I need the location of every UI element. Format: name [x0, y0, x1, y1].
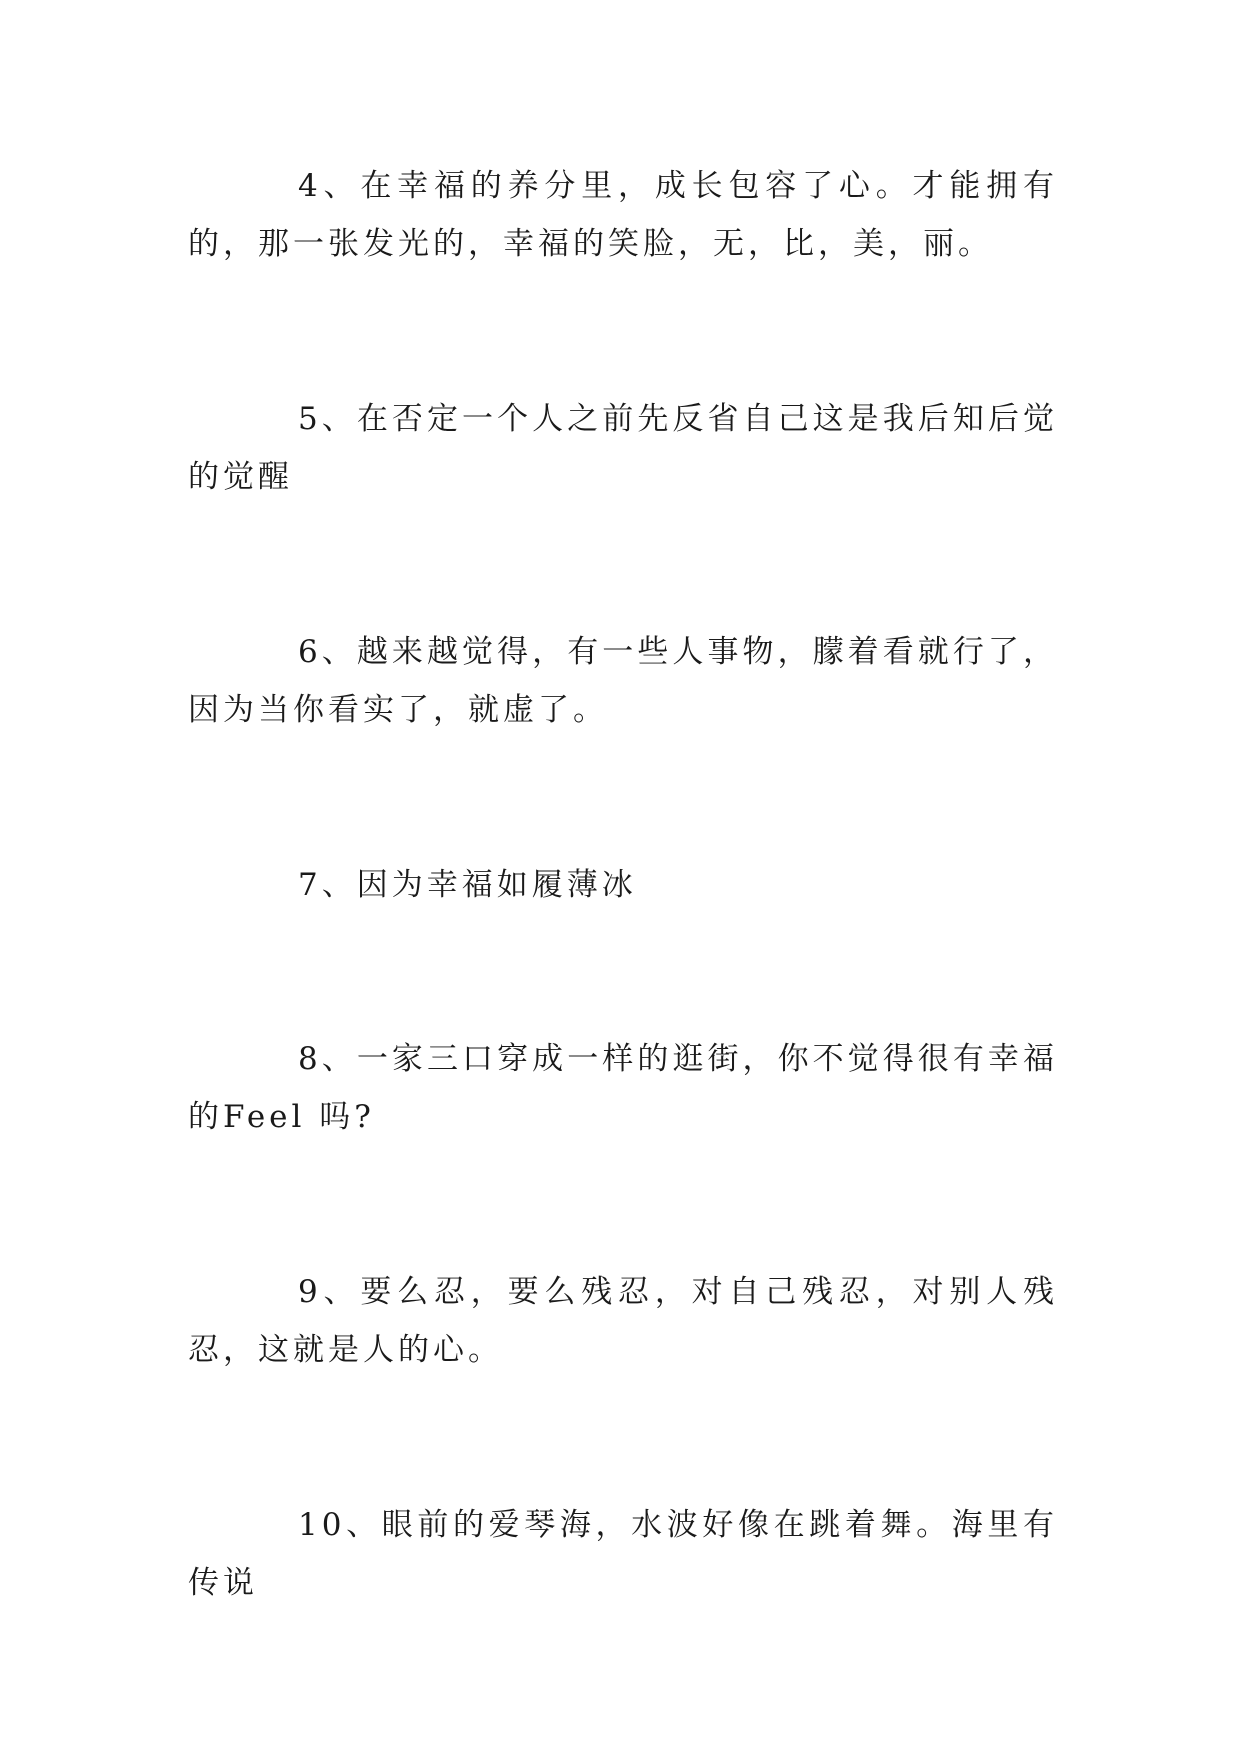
paragraph-4: 4、在幸福的养分里，成长包容了心。才能拥有的，那一张发光的，幸福的笑脸，无，比，美，丽。: [188, 168, 1058, 262]
paragraph-8: 8、一家三口穿成一样的逛街，你不觉得很有幸福的Feel 吗?: [188, 1041, 1058, 1135]
paragraph-9: 9、要么忍，要么残忍，对自己残忍，对别人残忍，这就是人的心。: [188, 1274, 1058, 1368]
paragraph-5: 5、在否定一个人之前先反省自己这是我后知后觉的觉醒: [188, 401, 1058, 495]
paragraph-10: 10、眼前的爱琴海，水波好像在跳着舞。海里有传说: [188, 1507, 1058, 1601]
paragraph-6: 6、越来越觉得，有一些人事物，朦着看就行了，因为当你看实了，就虚了。: [188, 634, 1058, 728]
paragraph-7: 7、因为幸福如履薄冰: [298, 867, 637, 903]
